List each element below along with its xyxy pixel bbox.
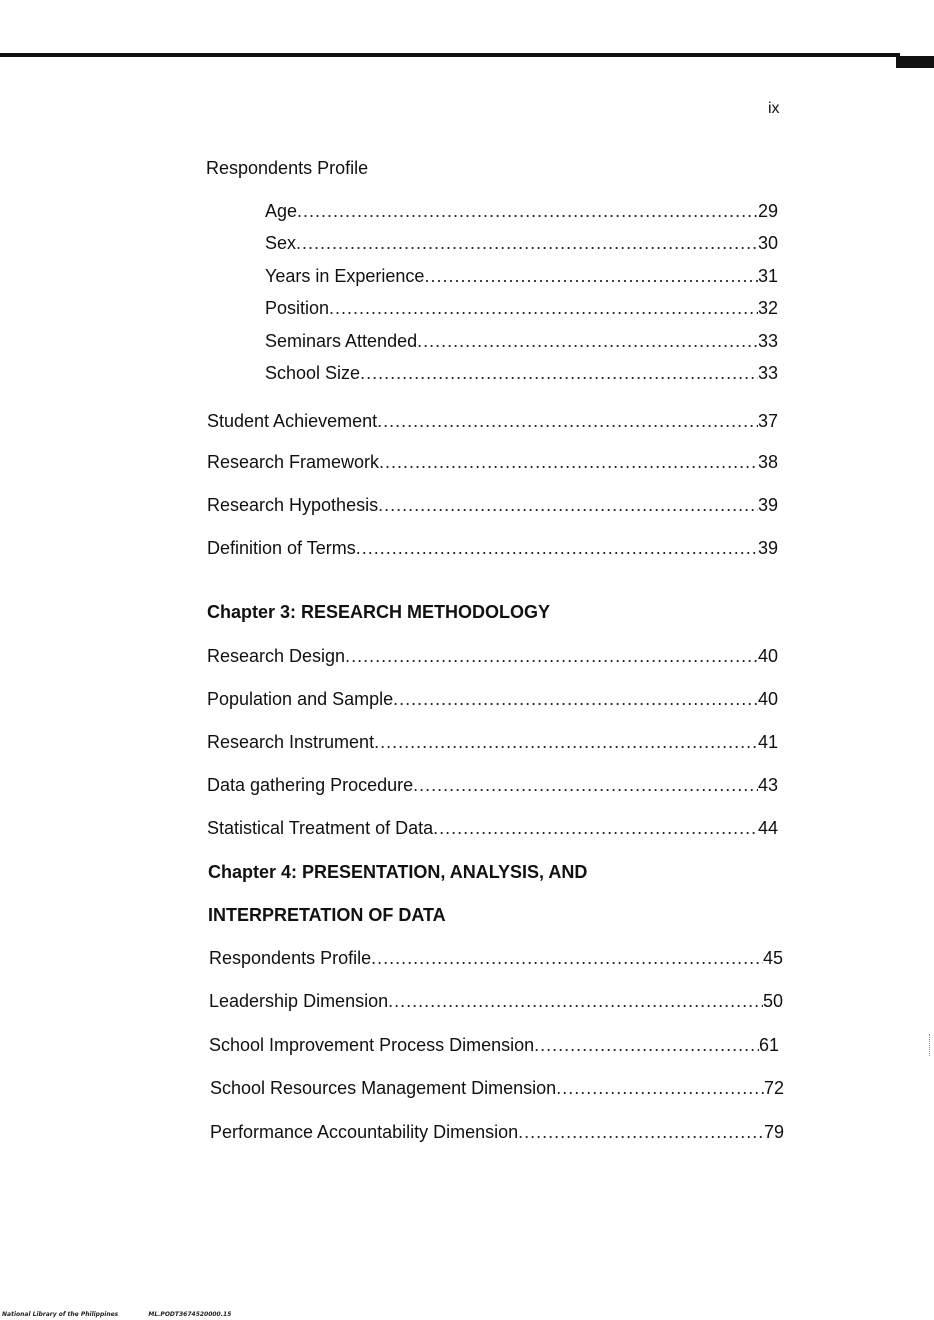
toc-leader-dots	[433, 817, 758, 839]
toc-entry-page: 39	[757, 495, 778, 515]
toc-entry[interactable]	[207, 645, 778, 667]
toc-entry-label: School Improvement Process Dimension	[209, 1035, 535, 1055]
toc-entry-page: 43	[757, 775, 778, 795]
toc-entry[interactable]	[207, 410, 778, 432]
toc-leader-dots	[360, 362, 758, 384]
toc-entry[interactable]	[207, 451, 778, 473]
toc-entry-page: 44	[757, 818, 778, 838]
page-number: ix	[768, 100, 780, 117]
toc-leader-dots	[534, 1034, 759, 1056]
toc-entry-label: Respondents Profile	[209, 948, 372, 968]
toc-entry-page: 72	[763, 1078, 784, 1098]
toc-leader-dots	[556, 1077, 764, 1099]
toc-entry-label: Definition of Terms	[207, 538, 356, 558]
toc-entry-page: 31	[757, 266, 778, 286]
toc-entry-label: Research Framework	[207, 452, 380, 472]
toc-entry-label: Population and Sample	[207, 689, 394, 709]
chapter-4-title-line2: INTERPRETATION OF DATA	[208, 905, 446, 925]
toc-entry-page: 32	[757, 298, 778, 318]
toc-entry-page: 50	[762, 991, 783, 1011]
toc-entry[interactable]	[207, 817, 778, 839]
toc-entry[interactable]	[207, 731, 778, 753]
toc-entry-page: 38	[757, 452, 778, 472]
toc-entry-page: 40	[757, 646, 778, 666]
toc-entry-label: Performance Accountability Dimension	[210, 1122, 519, 1142]
scan-artifact	[929, 1034, 931, 1056]
toc-leader-dots	[377, 410, 758, 432]
toc-entry-page: 40	[757, 689, 778, 709]
toc-entry[interactable]	[207, 494, 778, 516]
toc-leader-dots	[297, 200, 758, 222]
toc-entry[interactable]	[265, 330, 778, 352]
scan-edge-block	[896, 56, 934, 68]
toc-entry-page: 45	[762, 948, 783, 968]
toc-leader-dots	[378, 494, 758, 516]
toc-leader-dots	[296, 232, 758, 254]
toc-entry-page: 33	[757, 331, 778, 351]
toc-entry-label: Seminars Attended	[265, 331, 418, 351]
toc-entry[interactable]	[265, 200, 778, 222]
toc-entry-page: 30	[757, 233, 778, 253]
chapter-4-title-line1: Chapter 4: PRESENTATION, ANALYSIS, AND	[208, 862, 588, 882]
toc-leader-dots	[374, 731, 758, 753]
toc-entry-label: Position	[265, 298, 330, 318]
toc-entry[interactable]	[210, 1077, 784, 1099]
toc-entry-label: Sex	[265, 233, 297, 253]
toc-entry-label: School Resources Management Dimension	[210, 1078, 557, 1098]
toc-entry-label: School Size	[265, 363, 361, 383]
toc-leader-dots	[329, 297, 758, 319]
toc-entry[interactable]	[210, 1121, 784, 1143]
toc-entry[interactable]	[209, 990, 783, 1012]
toc-entry[interactable]	[265, 265, 778, 287]
toc-entry[interactable]	[207, 774, 778, 796]
toc-leader-dots	[424, 265, 758, 287]
toc-leader-dots	[518, 1121, 764, 1143]
footer-library: National Library of the Philippines	[2, 1311, 119, 1318]
toc-entry-page: 37	[757, 411, 778, 431]
footer-watermark	[2, 1311, 231, 1318]
toc-leader-dots	[388, 990, 763, 1012]
toc-entry-label: Research Instrument	[207, 732, 375, 752]
toc-entry-label: Research Hypothesis	[207, 495, 379, 515]
toc-leader-dots	[345, 645, 758, 667]
toc-entry[interactable]	[265, 232, 778, 254]
respondents-profile-heading: Respondents Profile	[206, 158, 369, 178]
toc-entry-label: Leadership Dimension	[209, 991, 389, 1011]
toc-leader-dots	[393, 688, 758, 710]
toc-entry[interactable]	[209, 1034, 779, 1056]
toc-entry-label: Data gathering Procedure	[207, 775, 414, 795]
chapter-3-title: Chapter 3: RESEARCH METHODOLOGY	[207, 602, 551, 622]
toc-entry[interactable]	[207, 688, 778, 710]
toc-leader-dots	[413, 774, 758, 796]
top-rule	[0, 53, 900, 57]
toc-entry-page: 29	[757, 201, 778, 221]
footer-code: ML.PODT3674520000.15	[148, 1311, 232, 1318]
toc-leader-dots	[356, 537, 758, 559]
toc-leader-dots	[379, 451, 758, 473]
toc-entry-page: 33	[757, 363, 778, 383]
toc-entry[interactable]	[265, 297, 778, 319]
toc-entry[interactable]	[207, 537, 778, 559]
toc-entry-page: 39	[757, 538, 778, 558]
toc-entry-label: Years in Experience	[265, 266, 425, 286]
toc-entry[interactable]	[265, 362, 778, 384]
toc-entry-page: 41	[757, 732, 778, 752]
toc-entry-label: Statistical Treatment of Data	[207, 818, 434, 838]
toc-entry-label: Student Achievement	[207, 411, 378, 431]
toc-entry-label: Age	[265, 201, 298, 221]
toc-entry-page: 61	[758, 1035, 779, 1055]
toc-entry-label: Research Design	[207, 646, 346, 666]
toc-entry-page: 79	[763, 1122, 784, 1142]
toc-leader-dots	[371, 947, 763, 969]
toc-leader-dots	[417, 330, 758, 352]
toc-entry[interactable]	[209, 947, 783, 969]
